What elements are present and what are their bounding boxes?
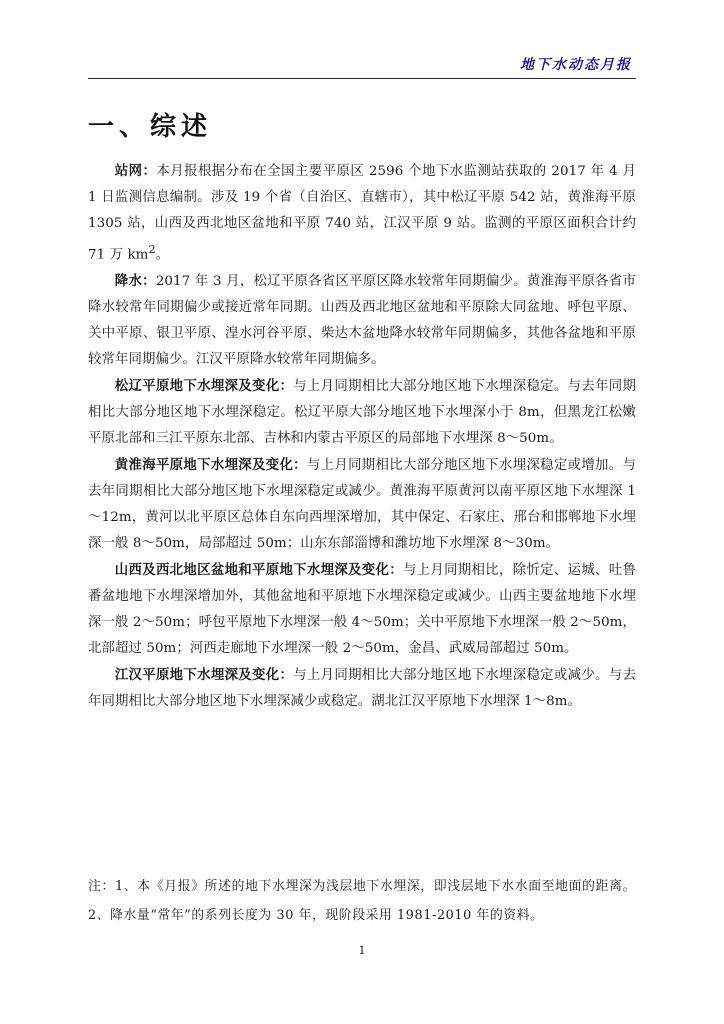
- paragraph-lead: 站网：: [114, 163, 157, 179]
- paragraph-body: 与上月同期相比，除忻定、运城、吐鲁番盆地地下水埋深增加外，其他盆地和平原地下水埋深稳定或减少。山西主要盆地地下水埋深一般 2～50m；呼包平原地下水埋深一般 4～50m；关中平原地下水埋深一般 2～50m，北部超过 50m；河西走廊地下水埋深一般 2～50m，金昌、武威局部超过 50m。: [88, 563, 636, 657]
- paragraph-body: 与上月同期相比大部分地区地下水埋深稳定。与去年同期相比大部分地区地下水埋深稳定。松辽平原大部分地区地下水埋深小于 8m，但黑龙江松嫩平原北部和三江平原东北部、吉林和内蒙古平原区的局部地下水埋深 8～50m。: [88, 379, 636, 447]
- paragraph-precipitation: [88, 268, 636, 373]
- area-unit-superscript: 2: [148, 243, 156, 256]
- page-number: 1: [358, 944, 366, 957]
- body-text: [88, 158, 636, 715]
- paragraph-lead: 松辽平原地下水埋深及变化：: [114, 378, 294, 395]
- paragraph-songliao: [88, 373, 636, 452]
- paragraph-shanxi-northwest: [88, 557, 636, 662]
- paragraph-body: 2017 年 3 月，松辽平原各省区平原区降水较常年同期偏少。黄淮海平原各省市降水较常年同期偏少或接近常年同期。山西及西北地区盆地和平原除大同盆地、呼包平原、关中平原、银卫平原、湟水河谷平原、柴达木盆地降水较常年同期偏多，其他各盆地和平原较常年同期偏少。江汉平原降水较常年同期偏多。: [88, 274, 637, 368]
- footnote: 注：1、本《月报》所述的地下水埋深为浅层地下水埋深，即浅层地下水水面至地面的距离。 2、降水量“常年”的系列长度为 30 年，现阶段采用 1981-2010 年的资料。: [88, 879, 636, 923]
- paragraph-lead: 江汉平原地下水埋深及变化：: [114, 667, 294, 684]
- paragraph-jianghan: [88, 662, 636, 715]
- paragraph-lead: 山西及西北地区盆地和平原地下水埋深及变化：: [114, 562, 403, 579]
- running-header: [88, 52, 636, 79]
- paragraph-body: 与上月同期相比大部分地区地下水埋深稳定或增加。与去年同期相比大部分地区地下水埋深稳定或减少。黄淮海平原黄河以南平原区地下水埋深 1～12m，黄河以北平原区总体自东向西埋深增加，其中保定、石家庄、邢台和邯郸地下水埋深一般 8～50m，局部超过 50m；山东东部淄博和潍坊地下水埋深 8～30m。: [88, 458, 636, 552]
- section-title: 一、综述: [88, 112, 213, 142]
- paragraph-body: 本月报根据分布在全国主要平原区 2596 个地下水监测站获取的 2017 年 4 月 1 日监测信息编制。涉及 19 个省（自治区、直辖市），其中松辽平原 542 站，黄淮海平原 1305 站，山西及西北地区盆地和平原 740 站，江汉平原 9 站。监测的平原区面积合计约 71 万 km: [88, 164, 636, 263]
- header-title: 地下水动态月报: [520, 57, 632, 73]
- paragraph-lead: 降水：: [114, 273, 156, 290]
- paragraph-huanghuaihai: [88, 452, 636, 557]
- paragraph-tail: 。: [155, 247, 170, 263]
- paragraph-body: 与上月同期相比大部分地区地下水埋深稳定或减少。与去年同期相比大部分地区地下水埋深减少或稳定。湖北江汉平原地下水埋深 1～8m。: [88, 668, 636, 710]
- paragraph-network: [88, 158, 636, 268]
- paragraph-lead: 黄淮海平原地下水埋深及变化：: [114, 457, 307, 474]
